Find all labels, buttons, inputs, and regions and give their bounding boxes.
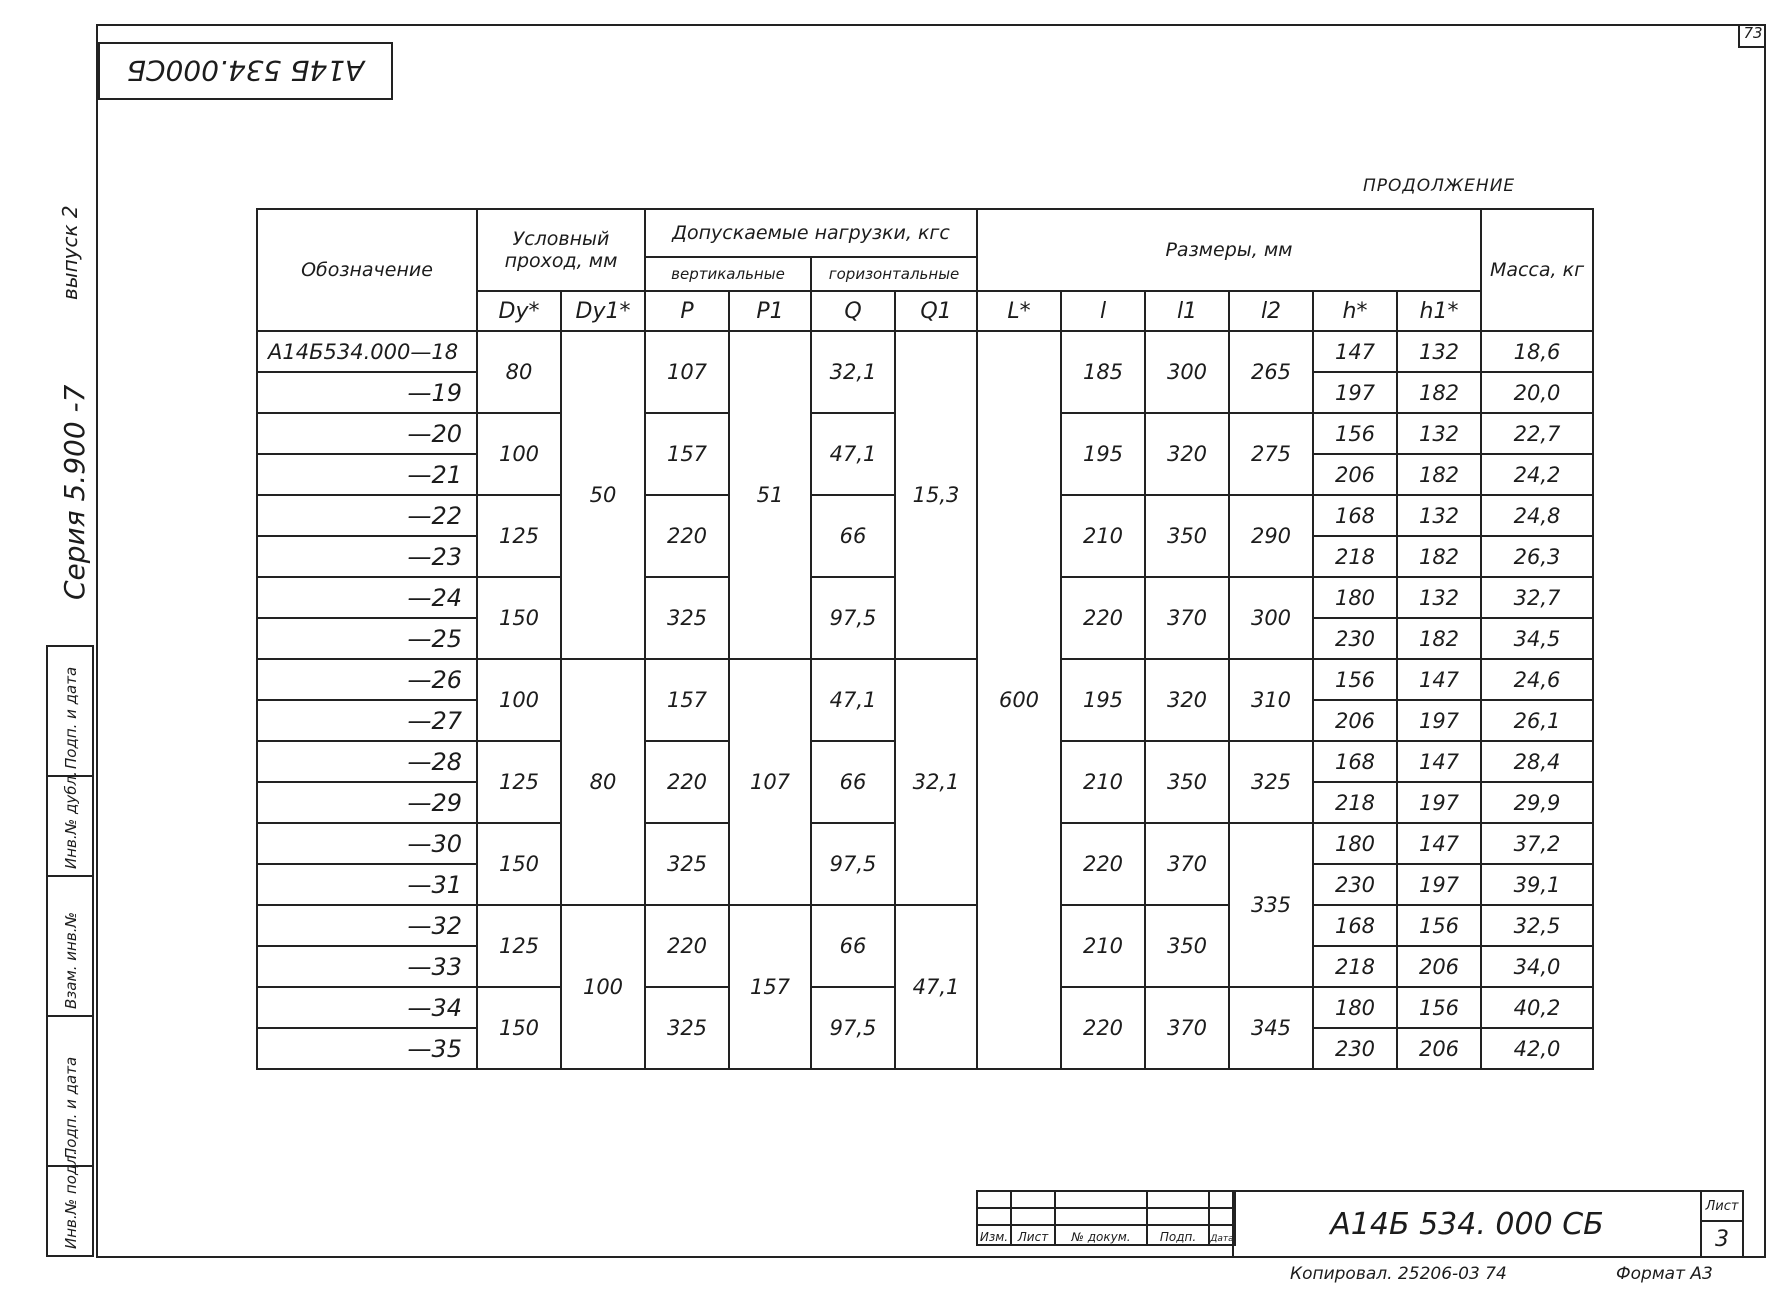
rev-label-sheet: Лист xyxy=(1011,1225,1055,1245)
table-row: —23 218 182 26,3 xyxy=(257,536,1593,577)
issue-label: выпуск 2 xyxy=(58,205,82,300)
sheet-corner-number: 73 xyxy=(1738,24,1766,48)
header-horizontal: горизонтальные xyxy=(811,257,977,291)
side-box-sign-date: Подп. и дата xyxy=(48,1017,92,1167)
header-q1: Q1 xyxy=(895,291,977,331)
copied-by: Копировал. 25206-03 74 xyxy=(1290,1264,1507,1284)
table-row: —19 197 182 20,0 xyxy=(257,372,1593,413)
specification-table xyxy=(256,208,1594,1070)
table-row: —33 218 206 34,0 xyxy=(257,946,1593,987)
document-code: А14Б 534. 000 СБ xyxy=(1232,1190,1702,1258)
table-row: —20 100 157 47,1 195 320 275 156 132 22,7 xyxy=(257,413,1593,454)
title-block xyxy=(976,1190,1766,1258)
header-mass: Масса, кг xyxy=(1481,209,1593,331)
rev-label-doc: № докум. xyxy=(1055,1225,1147,1245)
side-box-replace-inv: Взам. инв.№ xyxy=(48,877,92,1017)
table-row: —25 230 182 34,5 xyxy=(257,618,1593,659)
table-row: —32 125 100 220 157 66 47,1 210 350 168 156 32,5 xyxy=(257,905,1593,946)
header-q: Q xyxy=(811,291,895,331)
revision-table xyxy=(976,1190,1236,1246)
table-row: —22 125 220 66 210 350 290 168 132 24,8 xyxy=(257,495,1593,536)
header-l: l xyxy=(1061,291,1145,331)
table-row: —24 150 325 97,5 220 370 300 180 132 32,7 xyxy=(257,577,1593,618)
side-box-orig-inv: Инв.№ подл. xyxy=(62,1150,80,1249)
series-label: Серия 5.900 -7 xyxy=(58,384,91,600)
header-dy: Dу* xyxy=(477,291,561,331)
rev-label-sign: Подп. xyxy=(1147,1225,1209,1245)
table-row: —35 230 206 42,0 xyxy=(257,1028,1593,1069)
table-row: —21 206 182 24,2 xyxy=(257,454,1593,495)
header-dy1: Dу1* xyxy=(561,291,645,331)
table-row: А14Б534.000—18 80 50 107 51 32,1 15,3 600 185 300 265 147 132 18,6 xyxy=(257,331,1593,372)
header-designation: Обозначение xyxy=(257,209,477,331)
header-l1: l1 xyxy=(1145,291,1229,331)
top-stamp: А14Б 534.000СБ xyxy=(98,42,393,100)
paper-format: Формат А3 xyxy=(1616,1264,1713,1284)
header-p: P xyxy=(645,291,729,331)
sheet-label: Лист xyxy=(1702,1192,1742,1222)
header-nominal-bore: Условный проход, мм xyxy=(477,209,645,291)
rev-label-date: Дата xyxy=(1209,1225,1235,1245)
header-p1: P1 xyxy=(729,291,811,331)
table-row: —26 100 80 157 107 47,1 32,1 195 320 310 156 147 24,6 xyxy=(257,659,1593,700)
continuation-label: ПРОДОЛЖЕНИЕ xyxy=(1363,176,1516,196)
header-h: h* xyxy=(1313,291,1397,331)
table-row: —28 125 220 66 210 350 325 168 147 28,4 xyxy=(257,741,1593,782)
header-vertical: вертикальные xyxy=(645,257,811,291)
rev-label-change: Изм. xyxy=(977,1225,1011,1245)
table-row: —34 150 325 97,5 220 370 345 180 156 40,2 xyxy=(257,987,1593,1028)
table-row: —27 206 197 26,1 xyxy=(257,700,1593,741)
header-loads: Допускаемые нагрузки, кгс xyxy=(645,209,977,257)
table-row: —30 150 325 97,5 220 370 335 180 147 37,2 xyxy=(257,823,1593,864)
side-box-sign-date-2: Подп. и дата xyxy=(48,647,92,777)
header-l2: l2 xyxy=(1229,291,1313,331)
sheet-box xyxy=(1700,1190,1744,1258)
header-dimensions: Размеры, мм xyxy=(977,209,1481,291)
header-h1: h1* xyxy=(1397,291,1481,331)
table-row: —29 218 197 29,9 xyxy=(257,782,1593,823)
sheet-number: 3 xyxy=(1715,1227,1729,1252)
table-row: —31 230 197 39,1 xyxy=(257,864,1593,905)
side-box-dup-inv: Инв.№ дубл. xyxy=(48,777,92,877)
header-L: L* xyxy=(977,291,1061,331)
side-stamp xyxy=(46,645,94,1257)
